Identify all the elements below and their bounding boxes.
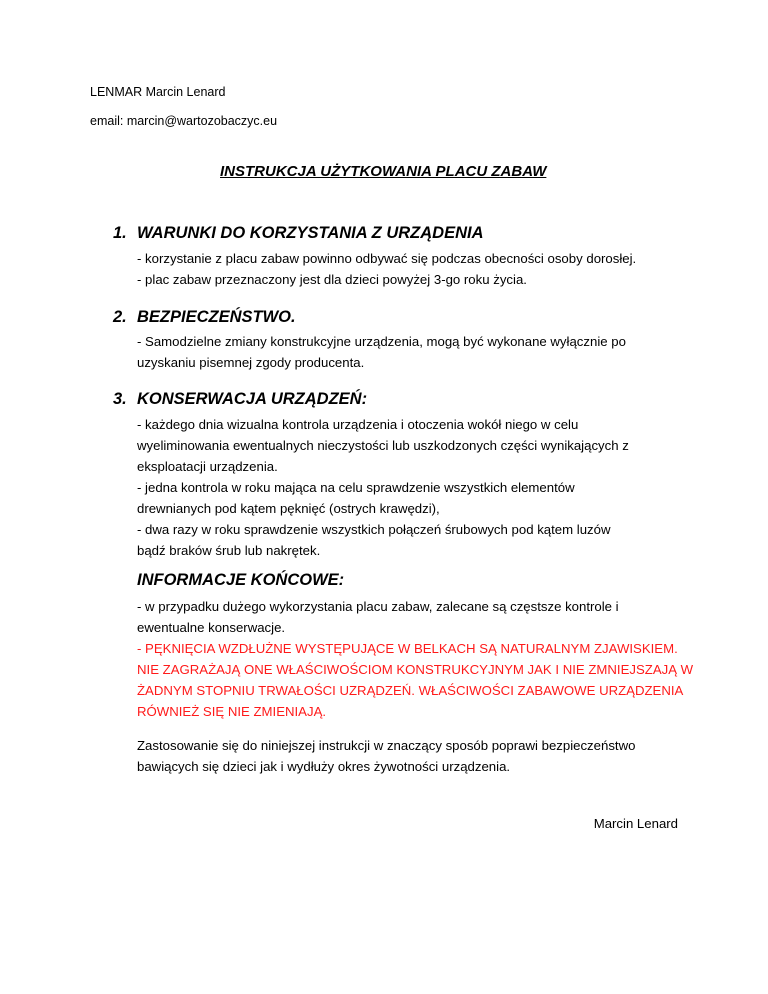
section-3-line: drewnianych pod kątem pęknięć (ostrych krawędzi), [137, 501, 440, 516]
section-3-number: 3. [113, 390, 127, 408]
warning-line: - PĘKNIĘCIA WZDŁUŻNE WYSTĘPUJĄCE W BELKACH SĄ NATURALNYM ZJAWISKIEM. [137, 641, 678, 656]
section-1-line: - korzystanie z placu zabaw powinno odbywać się podczas obecności osoby dorosłej. [137, 251, 637, 266]
section-3-heading [113, 390, 367, 409]
section-1-heading [113, 224, 483, 243]
section-2-line: uzyskaniu pisemnej zgody producenta. [137, 355, 365, 370]
section-2-number: 2. [113, 308, 127, 326]
section-2-heading [113, 308, 296, 327]
section-3-line: wyeliminowania ewentualnych nieczystości lub uszkodzonych części wynikających z [137, 438, 629, 453]
final-section-heading: INFORMACJE KOŃCOWE: [137, 571, 345, 589]
warning-line: ŻADNYM STOPNIU TRWAŁOŚCI UZRĄDZEŃ. WŁAŚCIWOŚCI ZABAWOWE URZĄDZENIA [137, 683, 684, 698]
section-3-line: - jedna kontrola w roku mająca na celu sprawdzenie wszystkich elementów [137, 480, 575, 495]
section-1-number: 1. [113, 224, 127, 242]
section-1-title: WARUNKI DO KORZYSTANIA Z URZĄDENIA [137, 224, 484, 242]
signature: Marcin Lenard [593, 816, 678, 831]
final-section-line: ewentualne konserwacje. [137, 620, 286, 635]
section-3-line: eksploatacji urządzenia. [137, 459, 278, 474]
company-name: LENMAR Marcin Lenard [90, 85, 226, 99]
section-2-line: - Samodzielne zmiany konstrukcyjne urządzenia, mogą być wykonane wyłącznie po [137, 334, 626, 349]
company-email: email: marcin@wartozobaczyc.eu [90, 114, 278, 128]
closing-line: bawiących się dzieci jak i wydłuży okres żywotności urządzenia. [137, 759, 511, 774]
section-2-body [137, 331, 677, 373]
section-3-body [137, 414, 677, 561]
section-2-title: BEZPIECZEŃSTWO. [137, 308, 296, 326]
document-title: INSTRUKCJA UŻYTKOWANIA PLACU ZABAW [220, 163, 547, 180]
final-section-body [137, 596, 694, 722]
section-3-title: KONSERWACJA URZĄDZEŃ: [137, 390, 368, 408]
section-3-line: - każdego dnia wizualna kontrola urządzenia i otoczenia wokół niego w celu [137, 417, 579, 432]
section-3-line: bądź braków śrub lub nakrętek. [137, 543, 321, 558]
final-section-line: - w przypadku dużego wykorzystania placu zabaw, zalecane są częstsze kontrole i [137, 599, 619, 614]
closing-line: Zastosowanie się do niniejszej instrukcji w znaczący sposób poprawi bezpieczeństwo [137, 738, 636, 753]
section-1-line: - plac zabaw przeznaczony jest dla dzieci powyżej 3-go roku życia. [137, 272, 527, 287]
warning-line: NIE ZAGRAŻAJĄ ONE WŁAŚCIWOŚCIOM KONSTRUKCYJNYM JAK I NIE ZMNIEJSZAJĄ W [137, 662, 694, 677]
section-3-line: - dwa razy w roku sprawdzenie wszystkich połączeń śrubowych pod kątem luzów [137, 522, 611, 537]
section-1-body [137, 248, 677, 290]
closing-paragraph [137, 735, 677, 777]
warning-line: RÓWNIEŻ SIĘ NIE ZMIENIAJĄ. [137, 704, 327, 719]
